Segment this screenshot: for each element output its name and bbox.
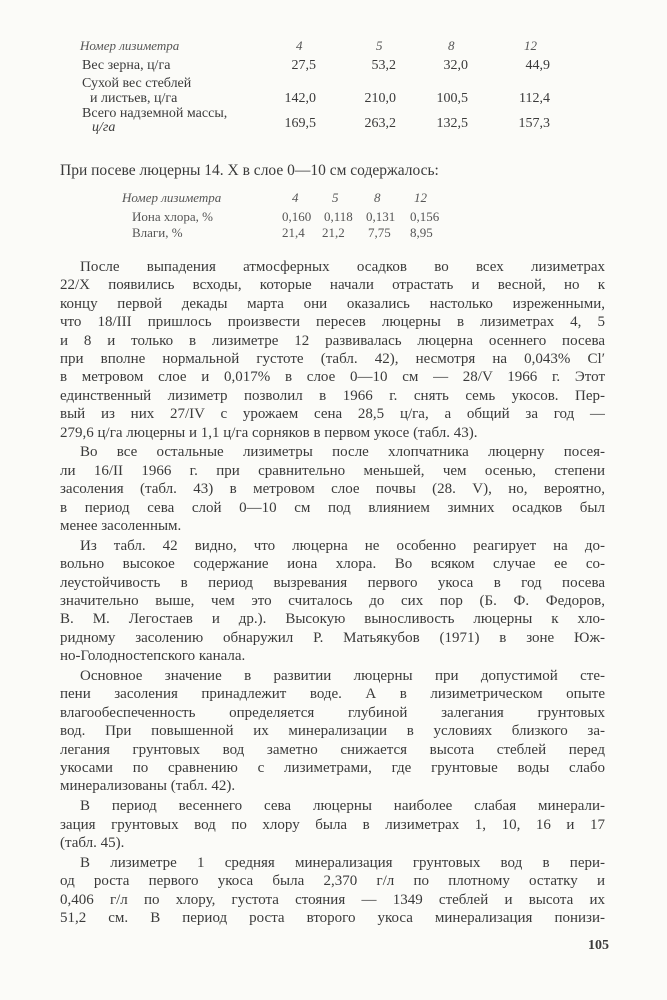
text-line: ридному засолению обнаружил Р. Матьякубов (1971) в зоне Юж-: [60, 629, 605, 646]
text-line: Основное значение в развитии люцерны при допустимой сте-: [80, 668, 605, 685]
text-line: легания грунтовых вод заметно снижается высота стеблей перед: [60, 741, 605, 758]
text-line: вый из них 27/IV с урожаем сена 28,5 ц/га, а общий за год —: [60, 406, 605, 423]
cell: 142,0: [284, 91, 316, 106]
cell: 112,4: [519, 91, 550, 106]
cell: 0,131: [366, 209, 396, 224]
text-line: 0,406 г/л по хлору, густота стояния — 1349 стеблей и высота их: [60, 891, 605, 908]
row-label: Всего надземной массы,: [82, 106, 228, 121]
row-label: Вес зерна, ц/га: [82, 58, 171, 73]
cell: 32,0: [443, 58, 468, 73]
text-line: 51,2 см. В период роста второго укоса минерализация понизи-: [60, 910, 605, 927]
table-header-label: Номер лизиметра: [122, 190, 222, 205]
paragraph: [60, 797, 605, 852]
cell: 7,75: [368, 225, 391, 240]
column-header: 5: [376, 38, 383, 53]
row-label: Сухой вес стеблей: [82, 76, 192, 91]
text-line: единственный лизиметр позволил в 1966 г. снять семь укосов. Пер-: [60, 387, 605, 404]
text-line: при вполне нормальной густоте (табл. 42), несмотря на 0,043% Cl′: [60, 350, 605, 367]
text-line: вод. При повышенной их минерализации в условиях близкого за-: [60, 723, 605, 740]
cell: 169,5: [284, 116, 316, 131]
cell: 44,9: [525, 58, 550, 73]
column-header: 8: [448, 38, 455, 53]
text-line: и 8 и только в лизиметре 12 развивалась люцерна осеннего посева: [60, 332, 605, 349]
paragraph: [60, 258, 605, 442]
table-header-label: Номер лизиметра: [80, 38, 180, 53]
text-line: минерализованы (табл. 42).: [60, 778, 236, 795]
text-line: влагообеспеченность определяется глубиной залегания грунтовых: [60, 704, 605, 721]
text-line: вольно высокое содержание иона хлора. Во всяком случае ее со-: [60, 556, 605, 573]
cell: 0,160: [282, 209, 312, 224]
intro-sentence: При посеве люцерны 14. X в слое 0—10 см содержалось:: [60, 162, 439, 179]
text-line: После выпадения атмосферных осадков во всех лизиметрах: [80, 259, 605, 275]
text-line: значительно выше, чем это считалось до сих пор (Б. Ф. Федоров,: [60, 593, 605, 610]
row-label: Иона хлора, %: [132, 209, 213, 224]
column-header: 4: [292, 190, 299, 205]
text-line: в метровом слое и 0,017% в слое 0—10 см — 28/V 1966 г. Этот: [60, 369, 605, 386]
text-line: зация грунтовых вод по хлору была в лизиметрах 1, 10, 16 и 17: [60, 816, 605, 833]
cell: 53,2: [371, 58, 396, 73]
column-header: 12: [414, 190, 427, 205]
text-line: засоления (табл. 43) в метровом слое почвы (28. V), но, вероятно,: [60, 481, 605, 498]
paragraph: [60, 854, 605, 928]
text-line: леустойчивость в период вызревания первого укоса в год посева: [60, 574, 605, 591]
text-line: В лизиметре 1 средняя минерализация грунтовых вод в пери-: [80, 855, 605, 871]
text-line: Во все остальные лизиметры после хлопчатника люцерну посея-: [80, 444, 605, 461]
column-header: 4: [296, 38, 303, 53]
cell: 157,3: [518, 116, 550, 131]
page-number: 105: [588, 938, 609, 953]
text-line: од роста первого укоса была 2,370 г/л по плотному остатку и: [60, 873, 605, 890]
cell: 21,4: [282, 225, 305, 240]
text-line: ли 16/II 1966 г. при сравнительно меньшей, чем осенью, степени: [60, 462, 605, 479]
cell: 0,156: [410, 209, 440, 224]
paragraph: [60, 537, 605, 666]
text-line: пени засоления принадлежит воде. А в лизиметрическом опыте: [60, 686, 605, 703]
text-line: но-Голодностепского канала.: [60, 648, 246, 665]
column-header: 12: [524, 38, 537, 53]
cell: 0,118: [324, 209, 353, 224]
column-header: 5: [332, 190, 339, 205]
cell: 8,95: [410, 225, 433, 240]
body-text: [60, 258, 605, 929]
row-label: и листьев, ц/га: [90, 91, 178, 106]
text-line: что 18/III пришлось произвести пересев люцерны в лизиметрах 4, 5: [60, 314, 605, 331]
cell: 263,2: [364, 116, 396, 131]
cell: 27,5: [291, 58, 316, 73]
text-line: концу первой декады марта они оказались настолько изреженными,: [60, 295, 605, 312]
text-line: укосами по сравнению с лизиметрами, где грунтовые воды слабо: [60, 760, 605, 777]
cell: 21,2: [322, 225, 345, 240]
row-label: ц/га: [92, 120, 116, 135]
cell: 100,5: [436, 91, 468, 106]
text-line: 22/X появились всходы, которые начали отрастать и весной, но к: [60, 277, 605, 294]
text-line: (табл. 45).: [60, 835, 125, 852]
paragraph: [60, 667, 605, 796]
text-line: в период сева слой 0—10 см под влиянием зимних осадков был: [60, 499, 605, 516]
text-line: менее засоленным.: [60, 517, 182, 534]
column-header: 8: [374, 190, 381, 205]
text-line: Из табл. 42 видно, что люцерна не особенно реагирует на до-: [80, 537, 605, 554]
cell: 210,0: [364, 91, 396, 106]
row-label: Влаги, %: [132, 225, 183, 240]
paragraph: [60, 443, 605, 535]
cell: 132,5: [436, 116, 468, 131]
text-line: В период весеннего сева люцерны наиболее слабая минерали-: [80, 798, 605, 815]
text-line: 279,6 ц/га люцерны и 1,1 ц/га сорняков в первом укосе (табл. 43).: [60, 424, 478, 441]
text-line: В. М. Легостаев и др.). Высокую выносливость люцерны к хло-: [60, 611, 605, 628]
